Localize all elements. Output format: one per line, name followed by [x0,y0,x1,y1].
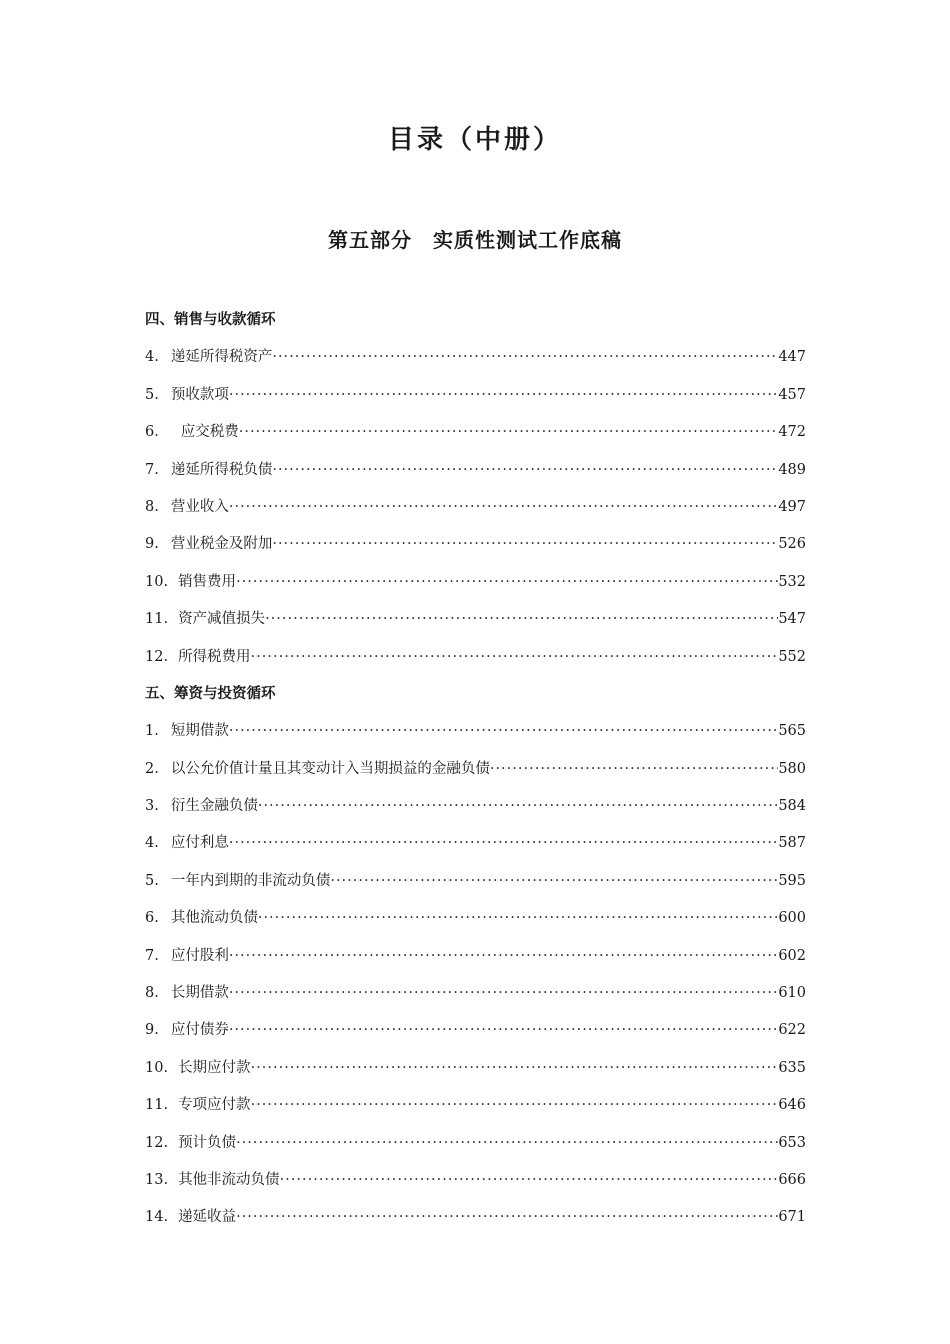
toc-dot-leader [272,452,778,489]
toc-entry-page-number: 547 [778,611,806,628]
toc-entry-page-number: 580 [778,760,806,777]
toc-dot-leader [265,601,778,638]
toc-entry-title: 短期借款 [170,723,229,740]
toc-entry[interactable] [145,900,806,937]
toc-entry[interactable] [145,788,806,825]
toc-entry-number: 8. [145,985,159,1002]
toc-dot-leader [229,713,778,750]
toc-entry-number: 5. [145,386,159,403]
toc-entry-number: 11. [145,611,169,628]
toc-entry-number: 14. [145,1209,169,1226]
toc-entry[interactable] [145,1162,806,1199]
toc-dot-leader [272,339,778,376]
toc-entry-title: 衍生金融负债 [170,798,258,815]
toc-entry[interactable] [145,452,806,489]
toc-entry-page-number: 457 [778,386,806,403]
toc-entry-title: 营业收入 [170,498,229,515]
toc-dot-leader [229,489,778,526]
toc-section-heading: 五、筹资与投资循环 [145,685,276,702]
toc-dot-leader [330,863,778,900]
toc-entry-number: 6. [145,910,159,927]
toc-dot-leader [239,414,779,451]
toc-entry[interactable] [145,1087,806,1124]
toc-section [145,676,806,1237]
toc-entry-page-number: 653 [778,1134,806,1151]
toc-entry-number: 13. [145,1171,169,1188]
toc-section [145,302,806,676]
toc-entry-number: 3. [145,798,159,815]
toc-entry[interactable] [145,825,806,862]
toc-entry-title: 销售费用 [178,573,237,590]
toc-entry-title: 递延收益 [178,1209,237,1226]
toc-entry[interactable] [145,1125,806,1162]
toc-entry-number: 5. [145,872,159,889]
toc-dot-leader [236,1125,778,1162]
toc-entry-number: 7. [145,461,159,478]
toc-entry-page-number: 472 [778,424,806,441]
toc-entry-title: 应付股利 [170,947,229,964]
toc-entry-page-number: 565 [778,723,806,740]
toc-dot-leader [490,751,778,788]
toc-entry-title: 营业税金及附加 [170,536,273,553]
toc-section-heading: 四、销售与收款循环 [145,312,276,328]
toc-entry-title: 递延所得税负债 [170,461,273,478]
toc-entry-title: 所得税费用 [178,648,251,665]
toc-entry-title: 应付利息 [170,835,229,852]
toc-entry-number: 8. [145,498,159,515]
toc-dot-leader [229,938,778,975]
toc-entry[interactable] [145,564,806,601]
toc-entry-number: 10. [145,1059,169,1076]
toc-entry-title: 其他非流动负债 [178,1171,280,1188]
toc-entry-page-number: 666 [778,1171,806,1188]
toc-entry[interactable] [145,339,806,376]
toc-entry[interactable] [145,414,806,451]
toc-entry[interactable] [145,601,806,638]
toc-entry-number: 9. [145,536,159,553]
toc-entry-number: 4. [145,349,159,366]
toc-dot-leader [272,526,778,563]
toc-entry-number: 10. [145,573,169,590]
toc-entry-page-number: 526 [778,536,806,553]
toc-entry-title: 预收款项 [170,386,229,403]
toc-entry-title: 应交税费 [180,424,239,441]
toc-dot-leader [280,1162,779,1199]
toc-entry-page-number: 635 [778,1059,806,1076]
document-title: 目录（中册） [387,125,562,155]
toc-entry-page-number: 595 [778,872,806,889]
toc-entry[interactable] [145,975,806,1012]
toc-entry[interactable] [145,1199,806,1236]
toc-entry-page-number: 584 [778,798,806,815]
toc-entry-title: 其他流动负债 [170,910,258,927]
toc-dot-leader [236,564,778,601]
toc-dot-leader [229,1012,778,1049]
toc-dot-leader [251,1050,779,1087]
toc-dot-leader [251,639,779,676]
toc-entry[interactable] [145,526,806,563]
toc-entry-number: 12. [145,648,169,665]
toc-entry[interactable] [145,1050,806,1087]
toc-entry-number: 2. [145,760,159,777]
toc-entry-page-number: 489 [778,461,806,478]
toc-entry-title: 一年内到期的非流动负债 [170,872,331,889]
toc-entry-title: 资产减值损失 [178,611,266,628]
toc-entry[interactable] [145,377,806,414]
toc-entry-page-number: 622 [778,1022,806,1039]
toc-dot-leader [258,788,778,825]
toc-entry-page-number: 552 [778,648,806,665]
toc-entry-page-number: 600 [778,910,806,927]
toc-dot-leader [229,975,778,1012]
toc-entry-page-number: 587 [778,835,806,852]
toc-entry-title: 长期应付款 [178,1059,251,1076]
toc-entry-page-number: 532 [778,573,806,590]
toc-dot-leader [258,900,778,937]
toc-entry-page-number: 610 [778,985,806,1002]
toc-entry-number: 12. [145,1134,169,1151]
toc-entry[interactable] [145,863,806,900]
toc-entry-page-number: 497 [778,498,806,515]
toc-entry[interactable] [145,938,806,975]
toc-dot-leader [251,1087,779,1124]
toc-entry-number: 11. [145,1097,169,1114]
toc-entry-number: 7. [145,947,159,964]
table-of-contents [145,302,806,1237]
toc-entry-number: 6． [145,424,169,441]
toc-entry-page-number: 602 [778,947,806,964]
toc-entry-number: 4. [145,835,159,852]
toc-entry[interactable] [145,751,806,788]
toc-entry[interactable] [145,1012,806,1049]
toc-entry[interactable] [145,713,806,750]
toc-entry[interactable] [145,489,806,526]
toc-entry-page-number: 646 [778,1097,806,1114]
toc-entry-title: 长期借款 [170,985,229,1002]
part-title: 第五部分 实质性测试工作底稿 [328,228,622,252]
toc-dot-leader [229,825,778,862]
toc-dot-leader [236,1199,778,1236]
toc-entry[interactable] [145,639,806,676]
toc-entry-page-number: 447 [778,349,806,366]
toc-dot-leader [229,377,778,414]
toc-entry-title: 以公允价值计量且其变动计入当期损益的金融负债 [170,760,490,777]
toc-entry-number: 1. [145,723,159,740]
toc-entry-page-number: 671 [778,1209,806,1226]
toc-entry-title: 递延所得税资产 [170,349,273,366]
toc-entry-number: 9. [145,1022,159,1039]
toc-entry-title: 预计负债 [178,1134,237,1151]
toc-entry-title: 专项应付款 [178,1097,251,1114]
toc-entry-title: 应付债券 [170,1022,229,1039]
